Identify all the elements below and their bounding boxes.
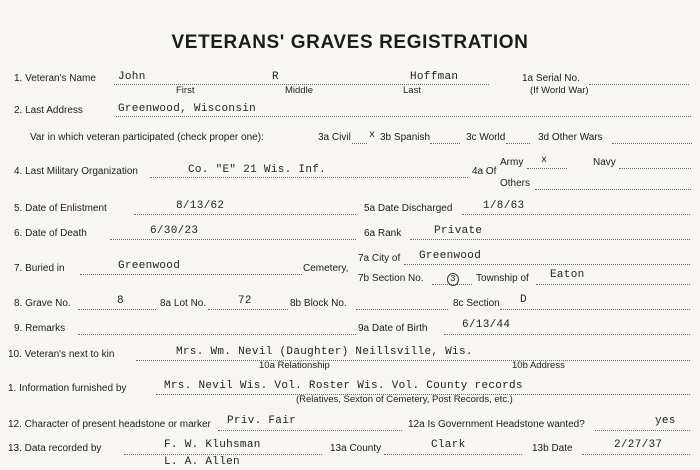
death-line	[110, 239, 356, 240]
form-title: VETERANS' GRAVES REGISTRATION	[171, 32, 529, 53]
army-mark: x	[541, 155, 548, 166]
discharged-value: 1/8/63	[483, 200, 525, 212]
county-value: Clark	[431, 439, 466, 451]
headstone-value: Priv. Fair	[227, 415, 297, 427]
army-label: Army	[500, 157, 524, 168]
serial-line	[589, 84, 689, 85]
others-line	[535, 189, 691, 190]
last-caption: Last	[403, 85, 421, 96]
section-line	[500, 309, 690, 310]
city-value: Greenwood	[419, 250, 482, 262]
veteran-last-name: Hoffman	[410, 71, 459, 83]
township-label: Township of	[476, 273, 529, 284]
township-value: Eaton	[550, 269, 585, 281]
veteran-name-label: 1. Veteran's Name	[14, 73, 96, 84]
address-caption: 10b Address	[512, 360, 565, 371]
navy-line	[619, 168, 691, 169]
headstone-label: 12. Character of present headstone or marker	[8, 419, 211, 430]
city-line	[404, 264, 690, 265]
section-value: D	[520, 294, 527, 306]
grave-line	[78, 309, 156, 310]
war-other-line	[612, 143, 692, 144]
section-no-circle	[447, 268, 459, 286]
county-label: 13a County	[330, 443, 382, 454]
war-spanish-label: 3b Spanish	[380, 132, 431, 143]
info-furnished-label: 1. Information furnished by	[8, 383, 127, 394]
war-other-label: 3d Other Wars	[538, 132, 603, 143]
remarks-label: 9. Remarks	[14, 323, 66, 334]
headstone-line	[218, 430, 402, 431]
relationship-caption: 10a Relationship	[259, 360, 330, 371]
last-address-value: Greenwood, Wisconsin	[118, 103, 257, 115]
middle-caption: Middle	[285, 85, 313, 96]
rank-line	[410, 239, 690, 240]
buried-label: 7. Buried in	[14, 263, 65, 274]
war-world-line	[506, 143, 530, 144]
date-label: 13b Date	[532, 443, 573, 454]
recorded-by-line	[124, 454, 322, 455]
death-label: 6. Date of Death	[14, 228, 87, 239]
birth-value: 6/13/44	[462, 319, 511, 331]
rank-value: Private	[434, 225, 483, 237]
date-value: 2/27/37	[614, 439, 663, 451]
serial-label: 1a Serial No.	[522, 73, 580, 84]
township-line	[536, 284, 690, 285]
military-org-label: 4. Last Military Organization	[14, 166, 138, 177]
of-label: 4a Of	[472, 166, 497, 177]
gov-headstone-line	[595, 430, 690, 431]
army-line	[527, 168, 567, 169]
grave-label: 8. Grave No.	[14, 298, 71, 309]
first-caption: First	[176, 85, 195, 96]
war-spanish-line	[430, 143, 460, 144]
last-address-line	[116, 116, 691, 117]
war-civil-line	[352, 143, 367, 144]
lot-line	[208, 309, 288, 310]
recorded-by-label: 13. Data recorded by	[8, 443, 102, 454]
others-label: Others	[500, 178, 531, 189]
military-org-value: Co. "E" 21 Wis. Inf.	[188, 164, 327, 176]
block-line	[356, 309, 448, 310]
grave-value: 8	[117, 295, 124, 307]
birth-label: 9a Date of Birth	[358, 323, 428, 334]
gov-headstone-label: 12a Is Government Headstone wanted?	[408, 419, 585, 430]
section-no-value: 3	[447, 273, 459, 286]
war-civil-label: 3a Civil	[318, 132, 351, 143]
military-org-line	[150, 177, 468, 178]
info-furnished-caption: (Relatives, Sexton of Cemetery, Post Records, etc.)	[296, 394, 513, 405]
buried-value: Greenwood	[118, 260, 181, 272]
next-of-kin-line	[136, 360, 690, 361]
recorded-by-value: F. W. Kluhsman	[164, 439, 261, 451]
block-label: 8b Block No.	[290, 298, 347, 309]
buried-line	[80, 274, 302, 275]
lot-label: 8a Lot No.	[160, 298, 207, 309]
cemetery-label: Cemetery,	[303, 263, 349, 274]
discharged-line	[462, 214, 690, 215]
death-value: 6/30/23	[150, 225, 199, 237]
enlistment-value: 8/13/62	[176, 200, 225, 212]
date-line	[582, 454, 690, 455]
veteran-middle-name: R	[272, 71, 279, 83]
gov-headstone-value: yes	[655, 415, 676, 427]
birth-line	[444, 334, 690, 335]
next-of-kin-label: 10. Veteran's next to kin	[8, 349, 115, 360]
info-furnished-value: Mrs. Nevil Wis. Vol. Roster Wis. Vol. County records	[164, 380, 523, 392]
war-label: Var in which veteran participated (check proper one):	[30, 132, 264, 143]
navy-label: Navy	[593, 157, 616, 168]
next-of-kin-value: Mrs. Wm. Nevil (Daughter) Neillsville, Wis.	[176, 346, 473, 358]
county-line	[384, 454, 522, 455]
city-label: 7a City of	[358, 253, 401, 264]
discharged-label: 5a Date Discharged	[364, 203, 453, 214]
war-world-label: 3c World	[466, 132, 506, 143]
section-label: 8c Section	[453, 298, 500, 309]
enlistment-line	[134, 214, 356, 215]
veteran-first-name: John	[118, 71, 146, 83]
enlistment-label: 5. Date of Enlistment	[14, 203, 107, 214]
recorded-by-value-2: L. A. Allen	[164, 456, 240, 468]
last-address-label: 2. Last Address	[14, 105, 83, 116]
section-no-label: 7b Section No.	[358, 273, 424, 284]
remarks-line	[78, 334, 356, 335]
serial-caption: (If World War)	[530, 85, 589, 96]
lot-value: 72	[238, 295, 252, 307]
war-civil-mark: x	[369, 130, 376, 141]
rank-label: 6a Rank	[364, 228, 402, 239]
